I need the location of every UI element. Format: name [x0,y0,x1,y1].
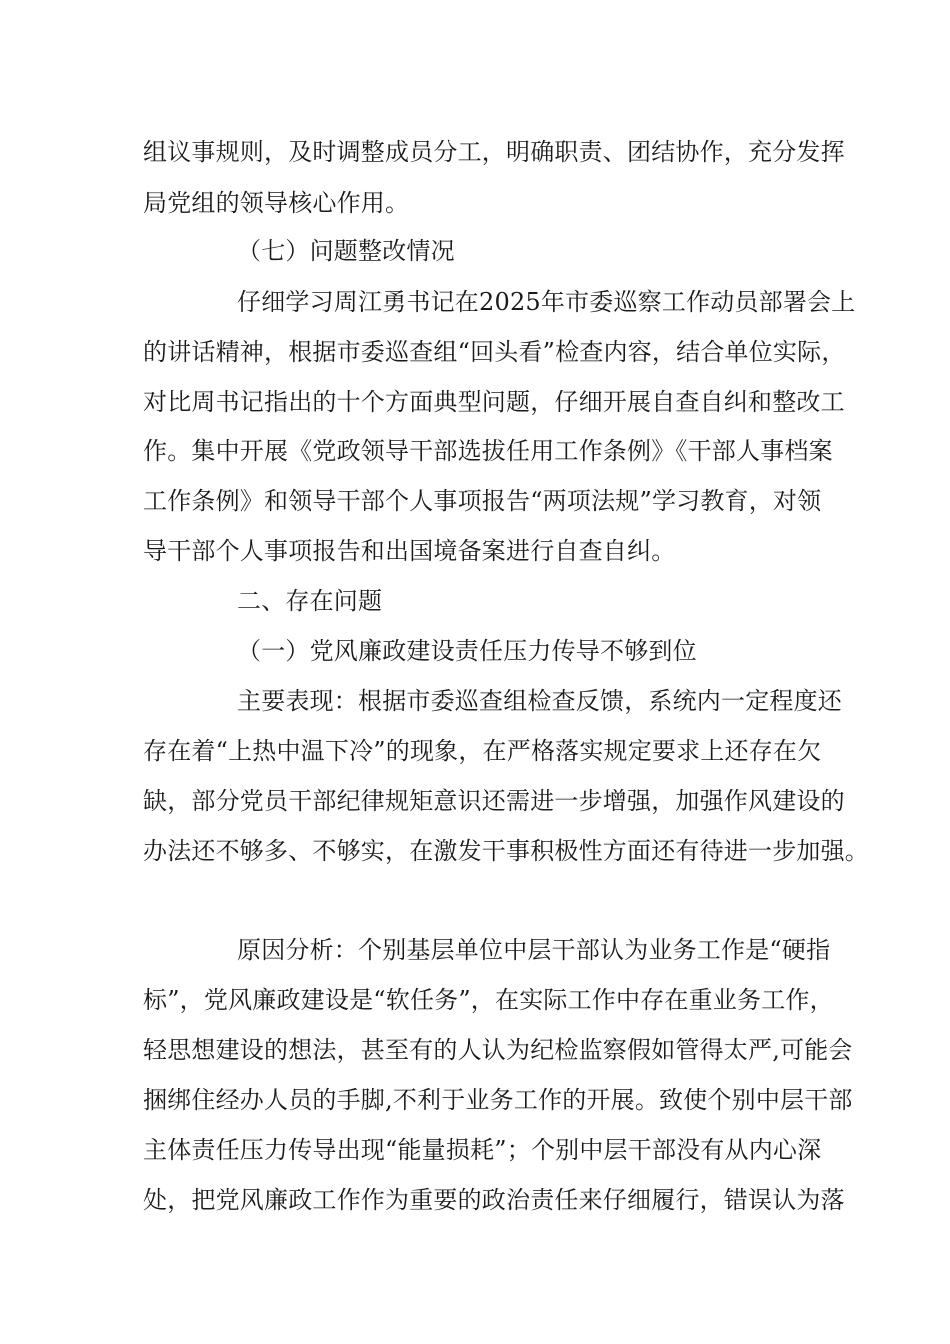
paragraph-line: 捆绑住经办人员的手脚,不利于业务工作的开展。致使个别中层干部 [143,1086,853,1114]
paragraph-line: 缺，部分党员干部纪律规矩意识还需进一步增强，加强作风建设的 [143,787,845,815]
section-heading: （七）问题整改情况 [237,237,455,265]
paragraph-line: 原因分析：个别基层单位中层干部认为业务工作是“硬指 [237,936,831,964]
paragraph-line: 工作条例》和领导干部个人事项报告“两项法规”学习教育，对领 [143,487,822,515]
paragraph-line: 主要表现：根据市委巡查组检查反馈，系统内一定程度还 [237,687,842,715]
paragraph-line: 存在着“上热中温下冷”的现象，在严格落实规定要求上还存在欠 [143,737,822,765]
paragraph-line: 轻思想建设的想法，甚至有的人认为纪检监察假如管得太严,可能会 [143,1036,853,1064]
paragraph-line: 办法还不够多、不够实，在激发干事积极性方面还有待进一步加强。 [143,837,869,865]
paragraph-line: 对比周书记指出的十个方面典型问题，仔细开展自查自纠和整改工 [143,388,845,416]
paragraph-line: 仔细学习周江勇书记在2025年市委巡察工作动员部署会上 [237,288,856,316]
paragraph-line: 局党组的领导核心作用。 [143,189,410,217]
paragraph-line: 组议事规则，及时调整成员分工，明确职责、团结协作，充分发挥 [143,138,845,166]
paragraph-line: 导干部个人事项报告和出国境备案进行自查自纠。 [143,537,676,565]
section-heading: （一）党风廉政建设责任压力传导不够到位 [237,637,697,665]
paragraph-line: 主体责任压力传导出现“能量损耗”；个别中层干部没有从内心深 [143,1136,822,1164]
paragraph-line: 作。集中开展《党政领导干部选拔任用工作条例》《干部人事档案 [143,437,833,465]
paragraph-line: 处，把党风廉政工作作为重要的政治责任来仔细履行，错误认为落 [143,1186,845,1214]
paragraph-line: 的讲话精神，根据市委巡查组“回头看”检查内容，结合单位实际， [143,338,846,366]
paragraph-line: 标”，党风廉政建设是“软任务”，在实际工作中存在重业务工作， [143,986,834,1014]
chapter-heading: 二、存在问题 [237,587,383,615]
